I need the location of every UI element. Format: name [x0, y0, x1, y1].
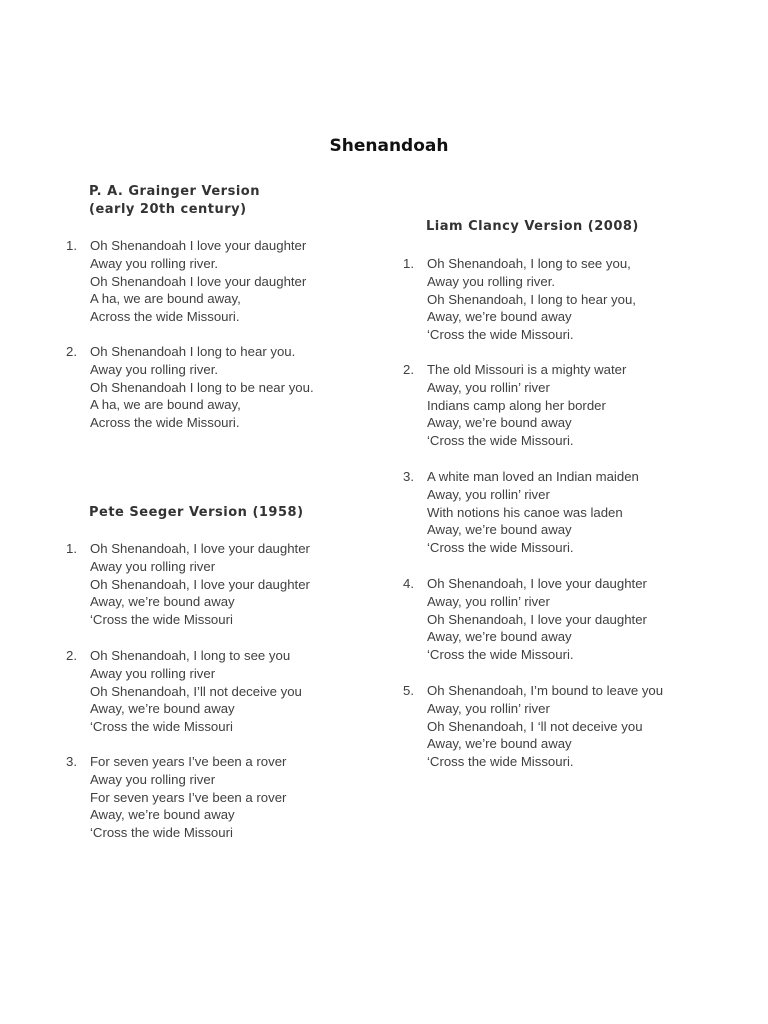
lyric-line: Away, you rollin’ river: [427, 379, 550, 395]
grainger-heading: P. A. Grainger Version: [89, 184, 260, 199]
verse-number: 3.: [403, 469, 414, 484]
verse-number: 4.: [403, 576, 414, 591]
lyric-line: Away you rolling river.: [90, 361, 219, 377]
lyric-line: ‘Cross the wide Missouri.: [427, 433, 574, 449]
lyric-line: Oh Shenandoah I long to be near you.: [90, 379, 314, 395]
verse-number: 1.: [66, 541, 77, 556]
seeger-heading: Pete Seeger Version (1958): [89, 505, 304, 520]
verse-number: 2.: [66, 344, 77, 359]
lyric-line: Across the wide Missouri.: [90, 309, 240, 325]
lyric-line: For seven years I’ve been a rover: [90, 754, 287, 769]
lyric-line: A white man loved an Indian maiden: [427, 469, 639, 484]
lyric-line: Away, we’re bound away: [90, 594, 235, 610]
page-title: Shenandoah: [329, 136, 449, 156]
lyric-line: Oh Shenandoah, I long to see you: [90, 648, 291, 663]
verse-number: 2.: [66, 648, 77, 663]
lyric-line: Oh Shenandoah, I’m bound to leave you: [427, 683, 664, 698]
lyric-line: Away you rolling river: [90, 665, 216, 681]
lyric-line: Oh Shenandoah, I love your daughter: [90, 576, 310, 592]
lyric-line: Across the wide Missouri.: [90, 415, 240, 431]
lyric-line: Away, we’re bound away: [427, 415, 572, 431]
lyric-line: Away you rolling river.: [90, 255, 219, 271]
lyric-line: Indians camp along her border: [427, 397, 606, 413]
lyric-line: Oh Shenandoah I love your daughter: [90, 273, 307, 289]
lyric-line: Away, we’re bound away: [90, 807, 235, 823]
lyric-line: Oh Shenandoah I love your daughter: [90, 238, 307, 253]
lyric-line: Away you rolling river: [90, 771, 216, 787]
lyric-line: Away, we’re bound away: [427, 309, 572, 325]
lyric-line: Oh Shenandoah, I love your daughter: [427, 576, 647, 591]
lyric-line: Oh Shenandoah, I’ll not deceive you: [90, 683, 302, 699]
lyric-line: ‘Cross the wide Missouri: [90, 719, 233, 735]
lyric-line: Oh Shenandoah, I ‘ll not deceive you: [427, 718, 643, 734]
lyric-line: A ha, we are bound away,: [90, 397, 241, 413]
verse-number: 3.: [66, 754, 77, 769]
lyric-line: For seven years I’ve been a rover: [90, 789, 287, 805]
lyric-line: ‘Cross the wide Missouri.: [427, 540, 574, 556]
lyric-line: ‘Cross the wide Missouri: [90, 825, 233, 841]
verse-number: 1.: [66, 238, 77, 253]
lyric-line: Away, we’re bound away: [427, 736, 572, 752]
lyric-line: Away, we’re bound away: [90, 701, 235, 717]
lyric-line: The old Missouri is a mighty water: [427, 362, 627, 377]
clancy-heading: Liam Clancy Version (2008): [426, 219, 639, 234]
lyric-line: ‘Cross the wide Missouri.: [427, 754, 574, 770]
verse-number: 5.: [403, 683, 414, 698]
lyric-line: ‘Cross the wide Missouri: [90, 612, 233, 628]
lyric-line: Oh Shenandoah, I long to see you,: [427, 256, 631, 271]
verse-number: 1.: [403, 256, 414, 271]
verse-number: 2.: [403, 362, 414, 377]
lyric-line: ‘Cross the wide Missouri.: [427, 647, 574, 663]
lyric-line: Away, you rollin’ river: [427, 593, 550, 609]
grainger-subheading: (early 20th century): [89, 202, 247, 217]
lyric-line: Away, you rollin’ river: [427, 700, 550, 716]
lyric-line: Away you rolling river: [90, 558, 216, 574]
lyric-line: A ha, we are bound away,: [90, 291, 241, 307]
lyric-line: Away, you rollin’ river: [427, 486, 550, 502]
lyric-line: Away you rolling river.: [427, 273, 556, 289]
lyric-line: Oh Shenandoah, I love your daughter: [427, 611, 647, 627]
lyric-line: Oh Shenandoah, I love your daughter: [90, 541, 310, 556]
lyric-line: Oh Shenandoah I long to hear you.: [90, 344, 296, 359]
lyric-line: With notions his canoe was laden: [427, 504, 623, 520]
lyric-line: Away, we’re bound away: [427, 629, 572, 645]
lyric-line: Away, we’re bound away: [427, 522, 572, 538]
lyric-line: ‘Cross the wide Missouri.: [427, 327, 574, 343]
lyric-line: Oh Shenandoah, I long to hear you,: [427, 291, 636, 307]
